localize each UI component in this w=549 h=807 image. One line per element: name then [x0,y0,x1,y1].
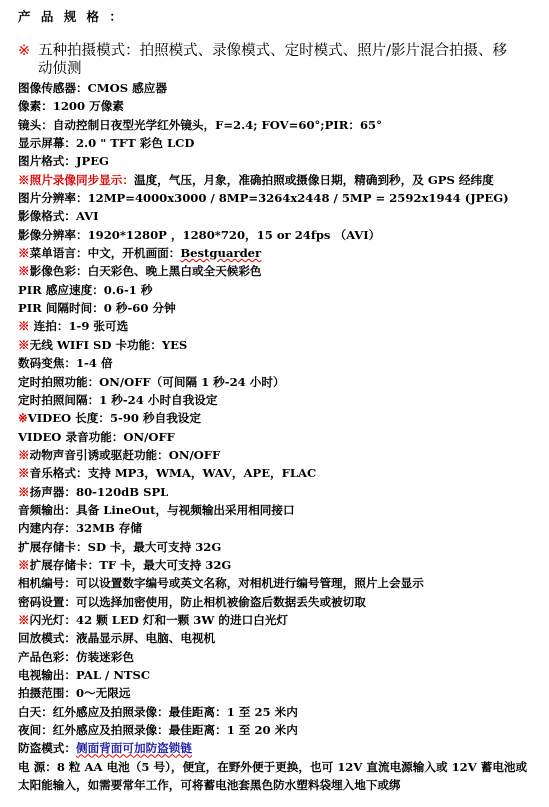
spec-label: 菜单语言： [29,246,88,261]
spec-value: ：JPEG [64,154,109,169]
spec-row [18,409,538,427]
spec-row [18,336,538,354]
spec-mark: ※ [18,557,30,572]
spec-label: 白天 [18,704,42,719]
spec-value: ON/OFF [168,447,221,462]
spec-value: ：1200 万像素 [41,99,124,114]
spec-mark: ※ [18,466,30,481]
spec-value: ：SD 卡，最大可支持 32G [75,539,222,554]
spec-row [18,244,538,262]
spec-row [18,299,538,317]
spec-value: ：CMOS 感应器 [75,81,167,95]
spec-mark: ※ [18,246,30,261]
spec-label: 图像传感器 [18,81,76,95]
spec-mark: ※ [18,447,30,462]
spec-value: ：12MP=4000x3000 / 8MP=3264x2448 / 5MP = 2592x1944 (JPEG) [75,191,509,206]
spec-mark: ※ [18,411,28,426]
spec-row [18,666,538,684]
spec-list [18,79,538,794]
spec-row [18,354,538,372]
spec-label: 无线 WIFI SD 卡功能： [29,337,162,352]
spec-value: 1-4 倍 [75,356,113,371]
intro-text: 五种拍摄模式：拍照模式、录像模式、定时模式、照片/影片混合拍摄、移 [38,43,508,59]
spec-label: 闪光灯 [29,612,65,627]
spec-value: YES [161,337,188,352]
spec-row [18,428,538,446]
spec-label: 产品色彩 [18,649,65,664]
spec-label: 连拍： [29,319,69,334]
spec-row [18,79,538,97]
spec-row [18,281,538,299]
spec-value: ：液晶显示屏、电脑、电视机 [64,631,216,646]
spec-label: 音乐格式 [29,466,76,481]
spec-label: 防盗模式 [18,741,65,756]
spec-label: 定时拍照间隔： [18,392,100,407]
spec-label: 动物声音引诱或驱赶功能： [29,447,169,462]
spec-row [18,629,538,647]
spec-row [18,519,538,537]
spec-value: ：2.0 " TFT 彩色 LCD [64,136,195,151]
spec-label: 显示屏幕 [18,136,65,151]
spec-mark: ※ [18,484,30,499]
spec-label: 数码变焦： [18,356,76,371]
spec-label: 扩展存储卡 [18,539,76,554]
spec-row [18,189,538,207]
spec-label: VIDEO 长度： [27,411,110,426]
spec-label: 电 源 [18,759,46,774]
spec-value: ：红外感应及拍照录像：最佳距离：1 至 20 米内 [41,723,298,738]
spec-value: ：8 粒 AA 电池（5 号），便宜，在野外便于更换，也可 12V 直流电源输入或 12V 蓄电池或太阳能输入，如需要常年工作，可将蓄电池套黑色防水塑料袋埋入地下或绑 [18,759,528,793]
spec-row [18,684,538,702]
spec-value-brand: Bestguarder [180,246,262,261]
spec-row [18,758,538,795]
spec-row [18,134,538,152]
spec-row [18,97,538,115]
spec-label: 密码设置 [18,594,65,609]
spec-row [18,648,538,666]
spec-label: 扩展存储卡 [29,557,88,572]
spec-row [18,373,538,391]
spec-value: 白天彩色、晚上黑白或全天候彩色 [87,264,262,279]
spec-row [18,703,538,721]
spec-value: ：PAL / NTSC [64,668,151,682]
spec-row [18,262,538,280]
spec-label: 回放模式 [18,631,65,646]
spec-row [18,116,538,134]
spec-label: 镜头 [18,117,42,132]
spec-label: 扬声器 [29,484,65,499]
spec-value: ：可以选择加密使用，防止相机被偷盗后数据丢失或被切取 [64,594,366,609]
spec-value: 1 秒-24 小时自我设定 [99,392,218,407]
spec-value: ：AVI [64,209,99,224]
spec-value: ：可以设置数字编号或英文名称，对相机进行编号管理，照片上会显示 [64,576,424,591]
spec-value: ON/OFF（可间隔 1 秒-24 小时） [99,374,285,389]
spec-row [18,739,538,757]
spec-value: ：具备 LineOut，与视频输出采用相同接口 [64,502,295,517]
spec-label: 影像格式 [18,209,65,224]
spec-mark: ※ [18,337,30,352]
spec-value: ： [64,741,76,756]
spec-value: 中文，开机画面： [87,246,181,261]
spec-mark: ※ [18,172,30,187]
bullet-mark: ※ [18,43,31,59]
spec-value: ：支持 MP3，WMA，WAV，APE，FLAC [76,466,317,481]
spec-row [18,538,538,556]
spec-row [18,207,538,225]
spec-value: 1-9 张可选 [68,319,129,334]
spec-label: 像素 [18,99,42,114]
intro-paragraph [18,42,518,78]
spec-value: ：红外感应及拍照录像：最佳距离：1 至 25 米内 [41,704,298,719]
spec-row [18,446,538,464]
spec-mark: ※ [18,612,30,627]
spec-value: 0.6-1 秒 [103,282,153,297]
spec-value: ：32MB 存储 [64,521,142,536]
spec-label: 图片格式 [18,154,65,169]
spec-value: ：自动控制日夜型光学红外镜头，F=2.4; FOV=60°;PIR：65° [41,117,382,132]
spec-value: ：80-120dB SPL [64,484,169,499]
spec-value: 0 秒-60 分钟 [103,301,176,316]
spec-value: 5-90 秒自我设定 [109,411,201,426]
spec-label: 电视输出 [18,668,65,682]
spec-label: 影像分辨率 [18,227,76,242]
spec-label: 定时拍照功能： [18,374,100,389]
spec-label: 照片录像同步显示： [29,172,134,187]
section-title: 产 品 规 格 ： [18,9,125,24]
spec-label: 影像色彩： [29,264,88,279]
spec-value: ON/OFF [123,429,175,444]
spec-row [18,483,538,501]
spec-row [18,611,538,629]
spec-label: VIDEO 录音功能： [18,429,124,444]
spec-row [18,317,538,335]
spec-row [18,721,538,739]
spec-value-highlight: 侧面背面可加防盗锁链 [76,741,192,756]
spec-mark: ※ [18,319,30,334]
spec-value: ：0～无限远 [64,686,131,701]
intro-text-continued: 动侦测 [38,61,82,77]
spec-value: 温度，气压，月象，准确拍照或摄像日期，精确到秒，及 GPS 经纬度 [133,172,494,187]
spec-row [18,464,538,482]
spec-row [18,593,538,611]
spec-label: 相机编号 [18,576,65,591]
spec-label: 内建内存 [18,521,65,536]
spec-label: 图片分辨率 [18,191,76,206]
spec-value: ：1920*1280P ，1280*720，15 or 24fps （AVI） [75,227,381,242]
spec-value: ：TF 卡，最大可支持 32G [87,557,232,572]
spec-label: 夜间 [18,723,42,738]
spec-value: ：仿装迷彩色 [64,649,134,664]
spec-label: PIR 间隔时间： [18,301,104,316]
spec-mark: ※ [18,264,30,279]
spec-label: 拍摄范围 [18,686,65,701]
spec-label: PIR 感应速度： [18,282,104,297]
spec-row [18,391,538,409]
spec-row [18,501,538,519]
spec-label: 音频输出 [18,502,65,517]
spec-row [18,574,538,592]
spec-row [18,152,538,170]
spec-row [18,556,538,574]
spec-value: ：42 颗 LED 灯和一颗 3W 的进口白光灯 [64,612,288,627]
spec-row [18,226,538,244]
spec-row [18,171,538,189]
